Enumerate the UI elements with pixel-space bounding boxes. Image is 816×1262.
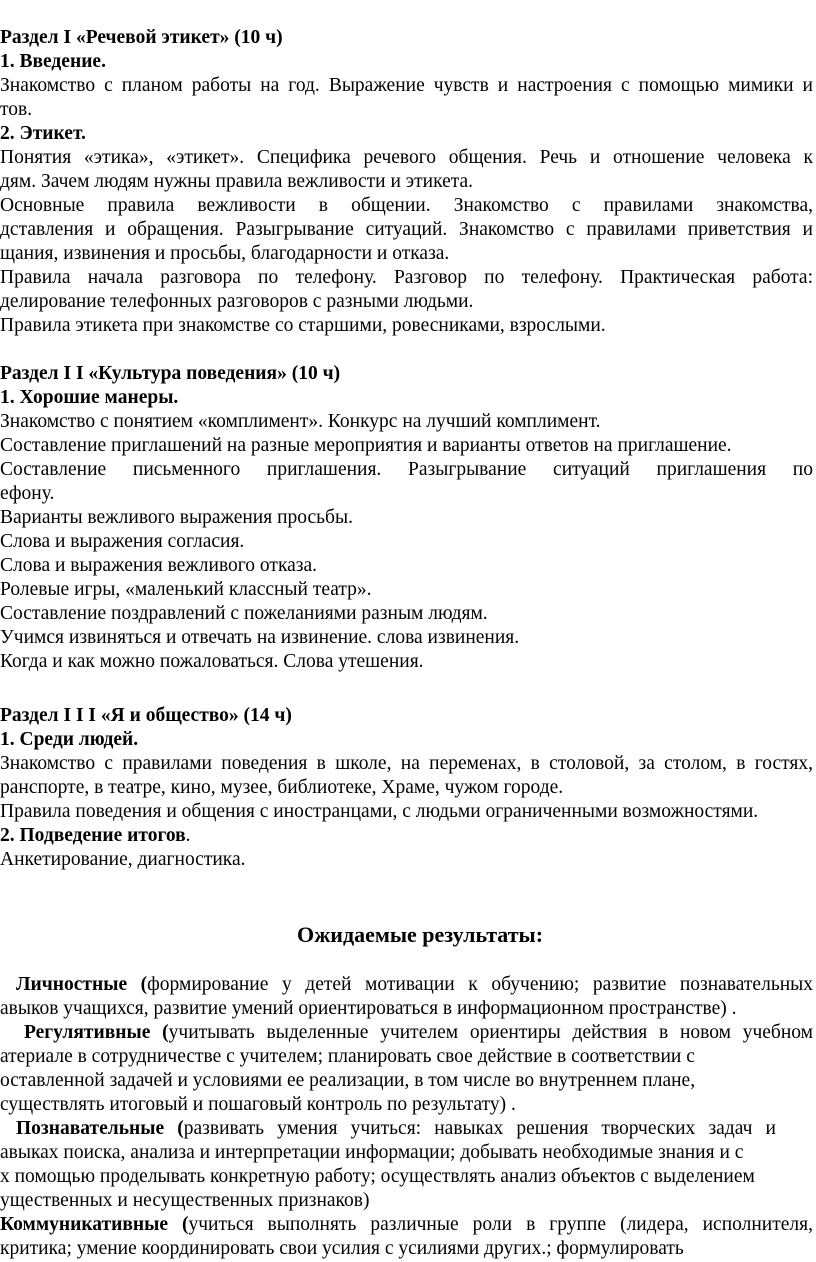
list-item: Составление письменного приглашения. Разыгрывание ситуаций приглашения по xyxy=(0,459,813,480)
results-regulatory xyxy=(0,1021,813,1045)
communicative-text: учиться выполнять различные роли в группе (лидера, исполнителя, xyxy=(188,1214,813,1235)
personal-label: Личностные ( xyxy=(16,974,148,995)
section-3-title: Раздел I I I «Я и общество» (14 ч) xyxy=(0,705,292,726)
list-item: Знакомство с понятием «комплимент». Конкурс на лучший комплимент. xyxy=(0,411,601,432)
paragraph-line: щания, извинения и просьбы, благодарности и отказа. xyxy=(0,243,450,264)
section-1-subheading-intro: 1. Введение. xyxy=(0,51,106,72)
paragraph-line: делирование телефонных разговоров с разными людьми. xyxy=(0,291,474,312)
section-2-title: Раздел I I «Культура поведения» (10 ч) xyxy=(0,363,341,384)
summary-period: . xyxy=(185,825,191,846)
section-1-subheading-etiquette: 2. Этикет. xyxy=(0,123,86,144)
section-3-subheading-summary xyxy=(0,824,191,848)
paragraph-line: тов. xyxy=(0,99,33,120)
paragraph-line: атериале в сотрудничестве с учителем; планировать свое действие в соответствии с xyxy=(0,1046,695,1067)
paragraph-line: оставленной задачей и условиями ее реализации, в том числе во внутреннем плане, xyxy=(0,1070,696,1091)
paragraph-line: Основные правила вежливости в общении. Знакомство с правилами знакомства, xyxy=(0,195,813,216)
paragraph-line: дставления и обращения. Разыгрывание ситуаций. Знакомство с правилами приветствия и xyxy=(0,219,813,240)
paragraph-line: критика; умение координировать свои усилия с усилиями других.; формулировать xyxy=(0,1238,684,1259)
regulatory-text: учитывать выделенные учителем ориентиры действия в новом учебном xyxy=(168,1022,813,1043)
personal-text: формирование у детей мотивации к обучению; развитие познавательных xyxy=(147,974,813,995)
section-2-subheading-manners: 1. Хорошие манеры. xyxy=(0,387,179,408)
paragraph-line: Знакомство с планом работы на год. Выражение чувств и настроения с помощью мимики и xyxy=(0,75,813,96)
paragraph-line: Понятия «этика», «этикет». Специфика речевого общения. Речь и отношение человека к xyxy=(0,147,813,168)
list-item: ефону. xyxy=(0,483,55,504)
list-item: Варианты вежливого выражения просьбы. xyxy=(0,507,353,528)
paragraph-line: ущественных и несущественных признаков) xyxy=(0,1190,370,1211)
list-item: Ролевые игры, «маленький классный театр». xyxy=(0,579,372,600)
list-item: Учимся извиняться и отвечать на извинение. слова извинения. xyxy=(0,627,520,648)
summary-label: 2. Подведение итогов xyxy=(0,825,186,846)
results-heading: Ожидаемые результаты: xyxy=(296,922,544,947)
paragraph-line: авыков учащихся, развитие умений ориентироваться в информационном пространстве) . xyxy=(0,998,737,1019)
paragraph-line: Знакомство с правилами поведения в школе, на переменах, в столовой, за столом, в гостях, xyxy=(0,753,813,774)
regulatory-label: Регулятивные ( xyxy=(24,1022,169,1043)
communicative-label: Коммуникативные ( xyxy=(0,1214,189,1235)
cognitive-text: развивать умения учиться: навыках решения творческих задач и xyxy=(183,1118,776,1139)
list-item: Когда и как можно пожаловаться. Слова утешения. xyxy=(0,651,424,672)
section-3-subheading-people: 1. Среди людей. xyxy=(0,729,139,750)
paragraph-line: Правила этикета при знакомстве со старшими, ровесниками, взрослыми. xyxy=(0,315,606,336)
list-item: Составление поздравлений с пожеланиями разным людям. xyxy=(0,603,488,624)
paragraph-line: ранспорте, в театре, кино, музее, библиотеке, Храме, чужом городе. xyxy=(0,777,564,798)
results-personal xyxy=(0,973,813,997)
list-item: Слова и выражения согласия. xyxy=(0,531,245,552)
list-item: Слова и выражения вежливого отказа. xyxy=(0,555,318,576)
paragraph-line: х помощью проделывать конкретную работу; осуществлять анализ объектов с выделением xyxy=(0,1166,755,1187)
paragraph-line: дям. Зачем людям нужны правила вежливости и этикета. xyxy=(0,171,474,192)
section-1-title: Раздел I «Речевой этикет» (10 ч) xyxy=(0,27,283,48)
results-cognitive xyxy=(0,1117,776,1141)
paragraph-line: существлять итоговый и пошаговый контроль по результату) . xyxy=(0,1094,516,1115)
results-communicative xyxy=(0,1213,813,1237)
paragraph-line: Правила начала разговора по телефону. Разговор по телефону. Практическая работа: xyxy=(0,267,813,288)
cognitive-label: Познавательные ( xyxy=(16,1118,184,1139)
paragraph-line: Анкетирование, диагностика. xyxy=(0,849,246,870)
paragraph-line: авыках поиска, анализа и интерпретации информации; добывать необходимые знания и с xyxy=(0,1142,744,1163)
list-item: Составление приглашений на разные мероприятия и варианты ответов на приглашение. xyxy=(0,435,732,456)
paragraph-line: Правила поведения и общения с иностранцами, с людьми ограниченными возможностями. xyxy=(0,801,759,822)
